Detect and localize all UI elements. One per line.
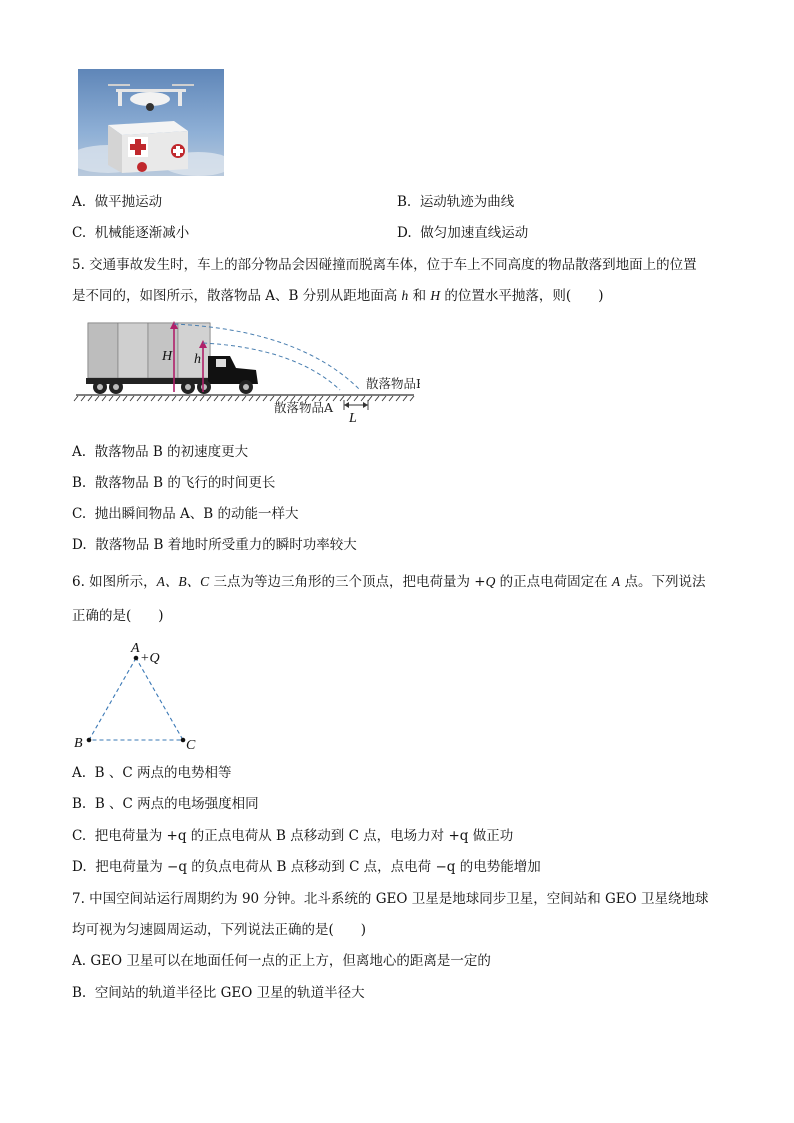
label-item-b: 散落物品B (366, 376, 420, 391)
q6-stem-line1: 6. 如图所示，A、B、C 三点为等边三角形的三个顶点，把电荷量为 +Q 的正点电荷固定在 A 点。下列说法 (72, 574, 706, 590)
vertex-c-label: C (186, 738, 196, 752)
vertex-a-label: A (131, 641, 140, 656)
vertex-b-label: B (74, 736, 83, 751)
q4-option-c: C. 机械能逐渐减小 (72, 225, 190, 241)
q7-stem-line1: 7. 中国空间站运行周期约为 90 分钟。北斗系统的 GEO 卫星是地球同步卫星，空间站和 GEO 卫星绕地球 (72, 891, 709, 907)
label-L: L (349, 411, 357, 426)
q5-option-b: B. 散落物品 B 的飞行的时间更长 (72, 475, 276, 491)
label-H: H (162, 349, 173, 364)
q7-option-a: A. GEO 卫星可以在地面任何一点的正上方，但离地心的距离是一定的 (72, 953, 491, 969)
q6-option-d: D. 把电荷量为 −q 的负点电荷从 B 点移动到 C 点，点电荷 −q 的电势能增加 (72, 859, 541, 875)
q5-option-c: C. 抛出瞬间物品 A、B 的动能一样大 (72, 506, 299, 522)
q7-option-b: B. 空间站的轨道半径比 GEO 卫星的轨道半径大 (72, 985, 365, 1001)
q5-option-a: A. 散落物品 B 的初速度更大 (72, 444, 249, 460)
q6-option-c: C. 把电荷量为 +q 的正点电荷从 B 点移动到 C 点，电场力对 +q 做正功 (72, 828, 514, 844)
q6-option-b: B. B 、C 两点的电场强度相同 (72, 796, 259, 812)
q5-option-d: D. 散落物品 B 着地时所受重力的瞬时功率较大 (72, 537, 357, 553)
q6-stem-line2: 正确的是( ) (72, 608, 164, 624)
drone-photo (78, 69, 224, 176)
q4-option-b: B. 运动轨迹为曲线 (397, 194, 515, 210)
q7-stem-line2: 均可视为匀速圆周运动，下列说法正确的是( ) (72, 922, 367, 938)
label-item-a: 散落物品A (274, 400, 334, 415)
q5-truck-diagram (70, 316, 420, 428)
charge-label: +Q (140, 651, 160, 666)
label-h: h (194, 352, 201, 367)
q6-option-a: A. B 、C 两点的电势相等 (72, 765, 232, 781)
q6-triangle-diagram (70, 636, 210, 752)
q5-stem-line1: 5. 交通事故发生时，车上的部分物品会因碰撞而脱离车体，位于车上不同高度的物品散落到地面上的位置 (72, 257, 697, 273)
q4-option-d: D. 做匀加速直线运动 (397, 225, 529, 241)
q5-stem-line2: 是不同的，如图所示，散落物品 A、B 分别从距地面高 h 和 H 的位置水平抛落，则( ) (72, 288, 604, 304)
q4-option-a: A. 做平抛运动 (72, 194, 163, 210)
